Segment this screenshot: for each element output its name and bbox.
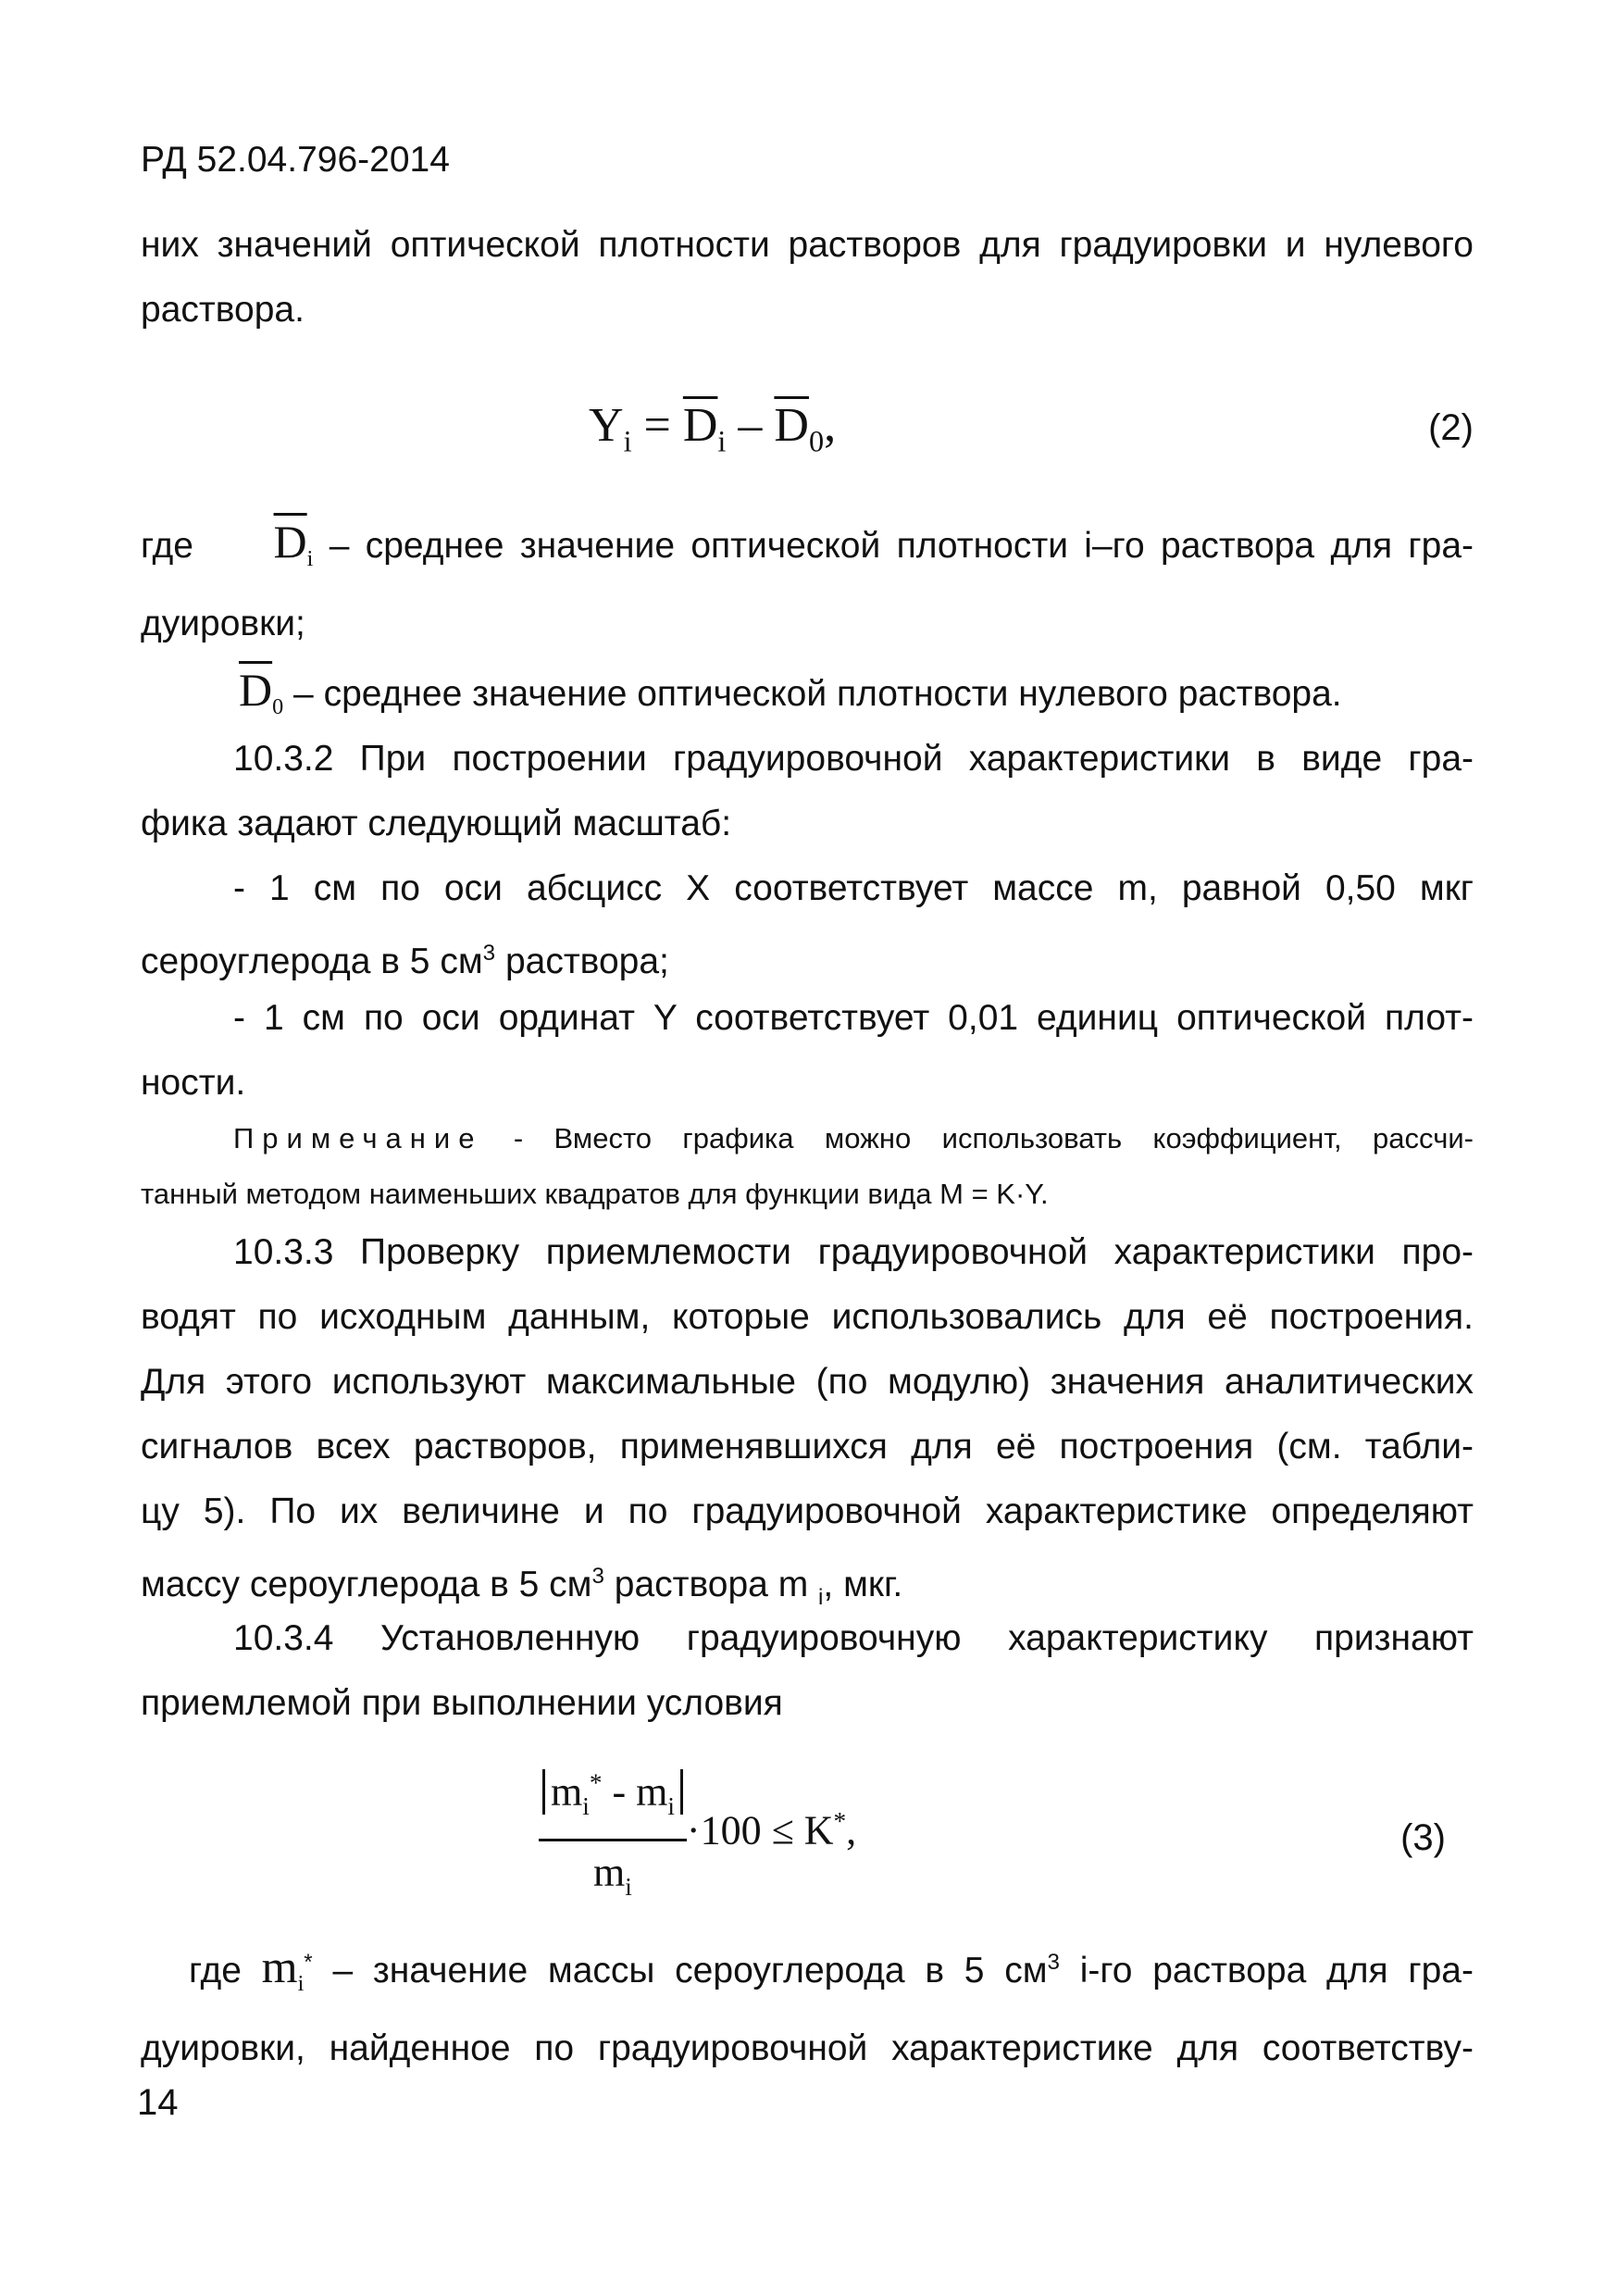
fraction-numerator: $m_i^* - m_i$ — [539, 1754, 687, 1841]
text-line: водят по исходным данным, которые использовались для её построения. — [141, 1297, 1474, 1337]
symbol-m-star: m — [261, 1940, 298, 1992]
paragraph-10-3-3 — [141, 1220, 1474, 1630]
text-line: Для этого используют максимальные (по модулю) значения аналитических — [141, 1362, 1474, 1402]
where-di-definition — [141, 509, 1474, 656]
text-line: сероуглерода в 5 $см^3$ раствора; — [141, 941, 669, 981]
text-line: где $\overline{D}_i$ – среднее значение оптической плотности i–го раствора для гра- — [141, 516, 1474, 571]
text-line: дуировки, найденное по градуировочной характеристике для соответству- — [141, 2028, 1474, 2068]
text-line: сигналов всех растворов, применявшихся для её построения (см. табли- — [141, 1427, 1474, 1466]
text-line: 10.3.3 Проверку приемлемости градуировочной характеристики про- — [233, 1232, 1474, 1272]
paragraph-10-3-2 — [141, 727, 1474, 856]
text-line: раствора. — [141, 290, 305, 330]
text-line: них значений оптической плотности растворов для градуировки и нулевого — [141, 225, 1474, 265]
document-code-header: РД 52.04.796-2014 — [141, 140, 450, 180]
equation-3: $\frac{m_i^* - m_i}{m_i}$ ·100 ≤ K*, — [539, 1754, 856, 1915]
equation-3-number: (3) — [1400, 1817, 1446, 1858]
scale-item-x — [141, 856, 1474, 994]
where-d0-definition: $\overline{D}_0$ – среднее значение оптической плотности нулевого раствора. — [239, 664, 1342, 719]
note-label: Примечание — [233, 1122, 483, 1154]
text-line: - 1 см по оси ординат Y соответствует 0,01 единиц оптической плот- — [233, 998, 1474, 1038]
paragraph-10-3-4 — [141, 1606, 1474, 1736]
text-line: цу 5). По их величине и по градуировочной характеристике определяют — [141, 1491, 1474, 1531]
text-line: Примечание - Вместо графика можно использовать коэффициент, рассчи- — [233, 1122, 1474, 1154]
text-line: ности. — [141, 1063, 246, 1103]
text-line: где $m_i^*$ – значение массы сероуглерода в 5 $см^3$ i-го раствора для гра- — [189, 1940, 1474, 1996]
symbol-d0-mean: $\overline{D}$ — [239, 664, 273, 716]
note-block — [141, 1111, 1474, 1222]
text-line: 10.3.4 Установленную градуировочную характеристику признают — [233, 1618, 1474, 1658]
intro-paragraph — [141, 213, 1474, 343]
equation-2: $Y_i = \overline{D}_i - \overline{D}_0$, — [589, 399, 837, 458]
equation-2-number: (2) — [1428, 407, 1474, 448]
scale-item-y — [141, 986, 1474, 1116]
text-line: 10.3.2 При построении градуировочной характеристики в виде гра- — [233, 739, 1474, 779]
where-m-definition — [141, 1930, 1474, 2081]
fraction-denominator: $m_i$ — [593, 1850, 632, 1902]
text-line: фика задают следующий масштаб: — [141, 804, 732, 843]
symbol-d-mean: $\overline{D}$ — [273, 516, 307, 568]
text-line: приемлемой при выполнении условия — [141, 1683, 783, 1723]
text-line: дуировки; — [141, 603, 305, 643]
page-number: 14 — [137, 2082, 179, 2123]
fraction — [539, 1754, 687, 1915]
text-line: - 1 см по оси абсцисс X соответствует массе m, равной 0,50 мкг — [233, 868, 1474, 908]
text-line: массу сероуглерода в 5 $см^3$ раствора m $_i$, мкг. — [141, 1564, 903, 1610]
text-line: танный методом наименьших квадратов для функции вида M = K·Y. — [141, 1178, 1049, 1210]
